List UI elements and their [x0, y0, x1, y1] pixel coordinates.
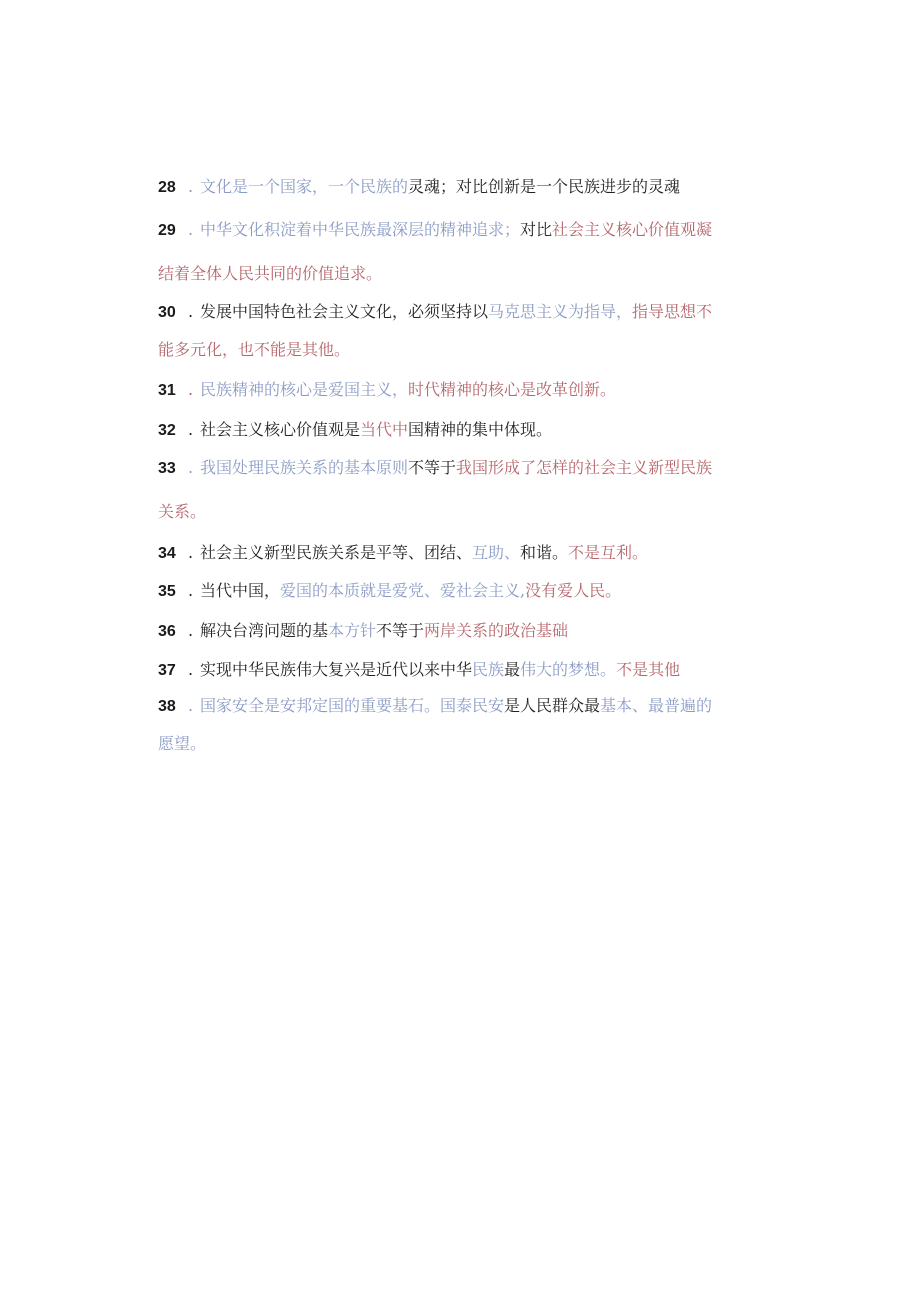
item-line — [158, 725, 758, 763]
item-36 — [158, 612, 758, 650]
item-line — [158, 493, 758, 531]
item-number: 35 — [158, 583, 176, 600]
item-line — [158, 411, 758, 449]
item-dot: . — [188, 660, 194, 679]
item-line — [158, 255, 758, 293]
item-35 — [158, 572, 758, 610]
text-segment: 实现中华民族伟大复兴是近代以来中华 — [200, 660, 473, 679]
text-segment: 马克思主义为指导， — [488, 302, 633, 321]
text-segment: 伟大的梦想。 — [520, 660, 617, 679]
text-segment: 爱国的本质就是爱党、爱社会主义, — [280, 581, 526, 600]
item-dot: . — [188, 696, 194, 715]
item-number: 32 — [158, 422, 176, 439]
text-segment: 社会主义新型民族关系是平等、团结、 — [200, 543, 473, 562]
text-segment: 文化是一个国家，一个民族的 — [200, 177, 409, 196]
item-29 — [158, 211, 758, 293]
item-line — [158, 168, 758, 206]
item-number: 37 — [158, 662, 176, 679]
item-28 — [158, 168, 758, 206]
item-dot: . — [188, 458, 194, 477]
item-number: 30 — [158, 304, 176, 321]
text-segment: 本方针 — [328, 621, 377, 640]
text-segment: 社会主义核心价值观凝 — [552, 220, 713, 239]
text-segment: 能多元化，也不能是其他。 — [158, 340, 351, 359]
item-dot: . — [188, 177, 194, 196]
item-line — [158, 371, 758, 409]
text-segment: 我国处理民族关系的基本原则 — [200, 458, 409, 477]
item-line — [158, 687, 758, 725]
text-segment: 灵魂；对比创新是一个民族进步的灵魂 — [408, 177, 681, 196]
item-number: 31 — [158, 382, 176, 399]
text-segment: 当代中国， — [200, 581, 281, 600]
text-segment: 互助、 — [472, 543, 521, 562]
text-segment: 最 — [504, 660, 521, 679]
item-line — [158, 449, 758, 487]
item-number: 29 — [158, 222, 176, 239]
text-segment: 关系。 — [158, 502, 207, 521]
text-segment: 对比 — [520, 220, 553, 239]
text-segment: 社会主义核心价值观是 — [200, 420, 361, 439]
item-line — [158, 331, 758, 369]
text-segment: 基本、最普遍的 — [600, 696, 713, 715]
text-segment: 当代中 — [360, 420, 409, 439]
item-dot: . — [188, 302, 194, 321]
text-segment: 两岸关系的政治基础 — [424, 621, 569, 640]
item-dot: . — [188, 581, 194, 600]
text-segment: 结着全体人民共同的价值追求。 — [158, 264, 383, 283]
item-37 — [158, 651, 758, 689]
text-segment: 不是互利。 — [568, 543, 649, 562]
item-line — [158, 293, 758, 331]
text-segment: 国家安全是安邦定国的重要基石。国泰民安 — [200, 696, 505, 715]
text-segment: 不等于 — [376, 621, 425, 640]
item-32 — [158, 411, 758, 449]
text-segment: 解决台湾问题的基 — [200, 621, 329, 640]
text-segment: 民族精神的核心是爱国主义， — [200, 380, 409, 399]
item-number: 33 — [158, 460, 176, 477]
item-dot: . — [188, 380, 194, 399]
item-30 — [158, 293, 758, 369]
text-segment: 时代精神的核心是改革创新。 — [408, 380, 617, 399]
item-dot: . — [188, 420, 194, 439]
item-dot: . — [188, 621, 194, 640]
item-34 — [158, 534, 758, 572]
item-33 — [158, 449, 758, 531]
text-segment: 民族 — [472, 660, 505, 679]
item-line — [158, 572, 758, 610]
text-segment: 和谐。 — [520, 543, 569, 562]
item-38 — [158, 687, 758, 763]
item-number: 28 — [158, 179, 176, 196]
item-number: 34 — [158, 545, 176, 562]
item-31 — [158, 371, 758, 409]
item-dot: . — [188, 543, 194, 562]
text-segment: 不等于 — [408, 458, 457, 477]
text-segment: 发展中国特色社会主义文化，必须坚持以 — [200, 302, 489, 321]
item-line — [158, 211, 758, 249]
text-segment: 我国形成了怎样的社会主义新型民族 — [456, 458, 713, 477]
text-segment: 不是其他 — [616, 660, 681, 679]
text-segment: 指导思想不 — [632, 302, 713, 321]
text-segment: 国精神的集中体现。 — [408, 420, 553, 439]
text-segment: 是人民群众最 — [504, 696, 601, 715]
item-line — [158, 612, 758, 650]
item-line — [158, 651, 758, 689]
item-number: 36 — [158, 623, 176, 640]
text-segment: 没有爱人民。 — [525, 581, 622, 600]
text-segment: 愿望。 — [158, 734, 207, 753]
item-dot: . — [188, 220, 194, 239]
item-number: 38 — [158, 698, 176, 715]
item-line — [158, 534, 758, 572]
text-segment: 中华文化积淀着中华民族最深层的精神追求； — [200, 220, 521, 239]
